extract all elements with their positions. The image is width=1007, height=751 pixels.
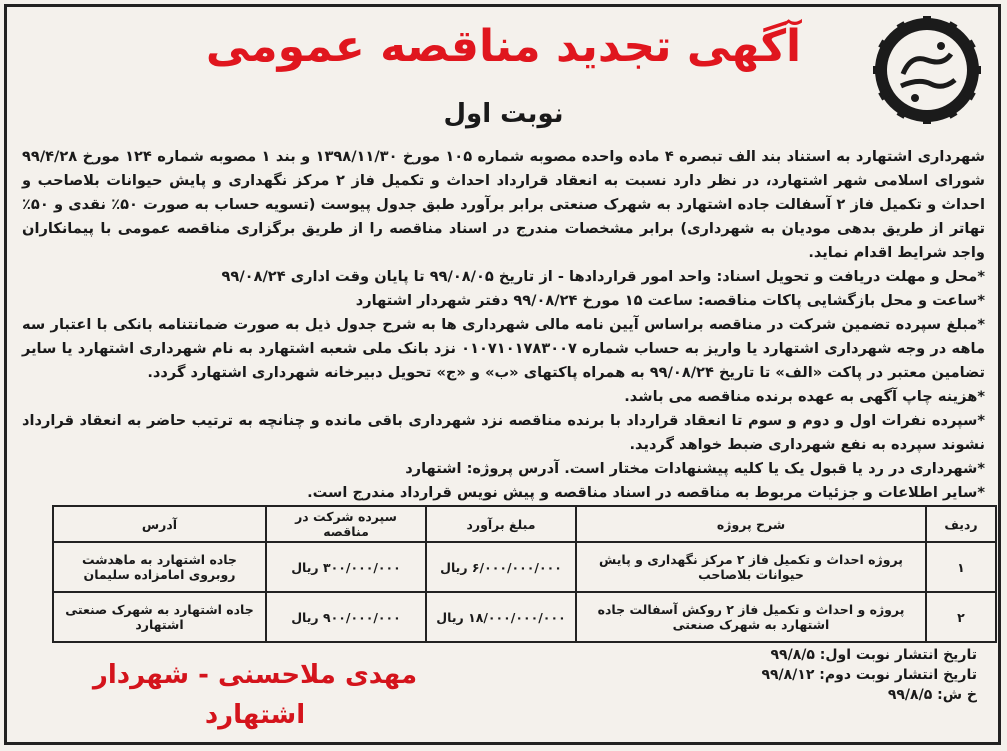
tender-table: [52, 505, 997, 643]
bullet-item: * محل و مهلت دریافت و تحویل اسناد: واحد امور قراردادها - از تاریخ ۹۹/۰۸/۰۵ تا پایان وقت اداری ۹۹/۰۸/۲۴: [22, 265, 985, 289]
cell-address: جاده اشتهارد به شهرک صنعتی اشتهارد: [53, 592, 266, 642]
table-header-row: [53, 506, 996, 542]
bullet-item: * سایر اطلاعات و جزئیات مربوط به مناقصه در اسناد مناقصه و پیش نویس قرارداد مندرج است.: [22, 481, 985, 505]
bullet-item: * شهرداری در رد یا قبول یک یا کلیه پیشنهادات مختار است. آدرس پروژه: اشتهارد: [22, 457, 985, 481]
emblem-icon: [873, 16, 981, 124]
table-row: [53, 592, 996, 642]
bullet-item: * هزینه چاپ آگهی به عهده برنده مناقصه می باشد.: [22, 385, 985, 409]
bullet-item: * سپرده نفرات اول و دوم و سوم تا انعقاد قرارداد با برنده مناقصه نزد شهرداری باقی مانده و چنانچه به ترتیب حاضر به انعقاد قرارداد نشوند سپرده به نفع شهرداری ضبط خواهد گردید.: [22, 409, 985, 457]
col-deposit: سپرده شرکت در مناقصه: [266, 506, 426, 542]
publication-dates: [677, 645, 977, 705]
cell-estimate: ۶/۰۰۰/۰۰۰/۰۰۰ ریال: [426, 542, 576, 592]
cell-estimate: ۱۸/۰۰۰/۰۰۰/۰۰۰ ریال: [426, 592, 576, 642]
col-address: آدرس: [53, 506, 266, 542]
cell-deposit: ۹۰۰/۰۰۰/۰۰۰ ریال: [266, 592, 426, 642]
cell-deposit: ۳۰۰/۰۰۰/۰۰۰ ریال: [266, 542, 426, 592]
bullet-item: * مبلغ سپرده تضمین شرکت در مناقصه براساس آیین نامه مالی شهرداری ها به شرح جدول ذیل به صورت ضمانتنامه بانکی با اعتبار سه ماهه در وجه شهرداری اشتهارد یا واریز به حساب شماره ۰۱۰۷۱۰۱۷۸۳۰۰۷ نزد بانک ملی شعبه اشتهارد به نام شهرداری اشتهارد یا سایر تضامین معتبر در پاکت «الف» تا تاریخ ۹۹/۰۸/۲۴ به همراه پاکتهای «ب» و «ج» تحویل دبیرخانه شهرداری اشتهارد گردد.: [22, 313, 985, 385]
municipality-logo: [871, 14, 983, 126]
bullet-item: * ساعت و محل بازگشایی پاکات مناقصه: ساعت ۱۵ مورخ ۹۹/۰۸/۲۴ دفتر شهردار اشتهارد: [22, 289, 985, 313]
table-row: [53, 542, 996, 592]
second-publication-date: تاریخ انتشار نوبت دوم: ۹۹/۸/۱۲: [761, 667, 977, 683]
notice-title: آگهی تجدید مناقصه عمومی: [205, 21, 802, 72]
cell-description: پروژه و احداث و تکمیل فاز ۲ روکش آسفالت جاده اشتهارد به شهرک صنعتی: [576, 592, 926, 642]
cell-address: جاده اشتهارد به ماهدشت روبروی امامزاده سلیمان: [53, 542, 266, 592]
mayor-signature: مهدی ملاحسنی - شهردار اشتهارد: [92, 660, 418, 730]
cell-row-number: ۱: [926, 542, 996, 592]
first-publication-date: تاریخ انتشار نوبت اول: ۹۹/۸/۵: [770, 647, 977, 663]
notice-body: [22, 145, 985, 505]
intro-paragraph: شهرداری اشتهارد به استناد بند الف تبصره ۴ ماده واحده مصوبه شماره ۱۰۵ مورخ ۱۳۹۸/۱۱/۳۰ و بند ۱ مصوبه شماره ۱۲۴ مورخ ۹۹/۴/۲۸ شورای اسلامی شهر اشتهارد، در نظر دارد نسبت به انعقاد قرارداد احداث و تکمیل فاز ۲ مرکز نگهداری و پایش حیوانات بلاصاحب و احداث و تکمیل فاز ۲ آسفالت جاده اشتهارد به شهرک صنعتی برابر برآورد طبق جدول پیوست (تسویه حساب به صورت ۵۰٪ نقدی و ۵۰٪ تهاتر از طریق بدهی مودیان به شهرداری) برابر مشخصات مندرج در اسناد مناقصه را از طریق برگزاری مناقصه عمومی با پیمانکاران واجد شرایط اقدام نماید.: [22, 148, 985, 261]
cell-row-number: ۲: [926, 592, 996, 642]
cell-description: پروژه احداث و تکمیل فاز ۲ مرکز نگهداری و پایش حیوانات بلاصاحب: [576, 542, 926, 592]
notice-round: نوبت اول: [443, 99, 564, 129]
col-description: شرح پروژه: [576, 506, 926, 542]
col-row-number: ردیف: [926, 506, 996, 542]
col-estimate: مبلغ برآورد: [426, 506, 576, 542]
reference-code: خ ش: ۹۹/۸/۵: [887, 687, 977, 703]
